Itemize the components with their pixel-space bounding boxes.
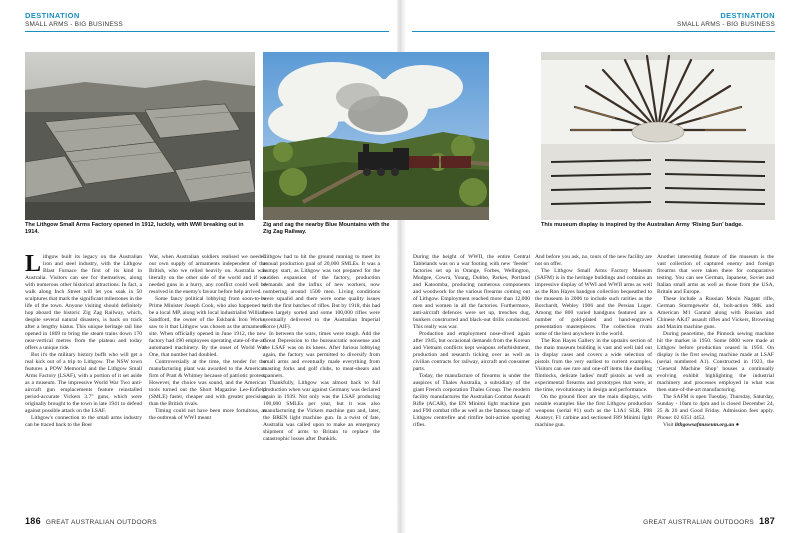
magazine-title: GREAT AUSTRALIAN OUTDOORS xyxy=(643,519,755,526)
section-label: DESTINATION xyxy=(720,11,775,20)
paragraph: Production and employment nose-dived again after 1945, but occasional demands from the Korean and Vietnam conflicts kept weapons refurbishment, production and research ticking over as well as civilian contracts for railway, aircraft and consumer parts. xyxy=(413,331,530,373)
paragraph: Some fancy political lobbying from soon-to-be Prime Minister Joseph Cook, who also happened to be a local MP, along with local industrialist William Sandford, the owner of the Eskbank Iron Works, saw to it that Lithgow was chosen as the armaments site. When officially opened in June 1912, the new factory had 190 employees operating state-of-the-art automated machinery. By the onset of World War One, that number had doubled. xyxy=(149,296,266,359)
railway-photo xyxy=(263,52,489,220)
photo-caption: This museum display is inspired by the Australian Army ‘Rising Sun’ badge. xyxy=(541,222,743,228)
paragraph: Today, the manufacture of firearms is under the auspices of Thales Australia, a subsidiary of the giant French corporation Thales Group. The modern facility manufactures the Australian Combat Assault Rifle (ACAR), the EN Minimi light machine gun and F90 combat rifle as well as the famous range of Lithgow centrefire and rimfire bolt-action sporting rifles. xyxy=(413,373,530,429)
paragraph: Thankfully, Lithgow was almost back to full production when war against Germany was declared again in 1939. Not only was the LSAF producing 100,000 SMLEs per year, but it was also manufacturing the Vickers machine gun and, later, the BREN light machine gun. In a twist of fate, Australia was called upon to make an emergency shipment of arms to Britain to replace the catastrophic losses after Dunkirk. xyxy=(263,380,380,443)
paragraph: Timing could not have been more fortuitous, as the outbreak of WWI meant xyxy=(149,408,266,422)
paragraph: On the ground floor are the main displays, with notable examples like the first Lithgow production weapons (serial #1) such as the L1A1 SLR, F88 Austeyr, F1 carbine and sectioned F89 Minimi light machine gun. xyxy=(535,394,652,429)
paragraph: But it's the military history buffs who will get a real kick out of a trip to Lithgow. The NSW town features a POW Memorial and the Lithgow Small Arms Factory (LSAF), with a portion of it set aside as a museum. The impressive World War Two anti-aircraft gun emplacements feature reinstalled period-accurate Vickers 3.7” guns, which were originally brought to the town in late 1941 to defend against possible attack on the LSAF. xyxy=(25,352,142,415)
paragraph: Lithgow had to hit the ground running to meet its annual production goal of 20,000 SMLEs. It was a bumpy start, as Lithgow was not prepared for the sudden expansion of the factory, production demands and the influx of new workers, now numbering around 1500 men. Living conditions were squalid and there were some quality issues with the first batches of rifles. But by 1918, this had been largely sorted and some 100,000 rifles were eventually delivered to the Australian Imperial Force (AIF). xyxy=(263,254,380,331)
paragraph: The SAFM is open Tuesday, Thursday, Saturday, Sunday - 10am to 4pm and is closed December 24, 25 & 26 and Good Friday. Admission fees apply. Phone: 02 6351 4452. xyxy=(657,394,774,422)
section-subtitle: SMALL ARMS - BIG BUSINESS xyxy=(677,21,775,28)
paragraph: Lithgow built its legacy on the Australian iron and steel industry, with the Lithgow Blast Furnace the first of its kind in Australia. Visitors can see for themselves, along with numerous other historical attractions. In fact, a walk along Inch Street will let you soak in 50 sculptures that mark the significant milestones in the life of the town. Anyone visiting should definitely hop aboard the historic Zig Zag Railway, which, despite several natural disasters, is back on track after a lengthy hiatus. This unique heritage rail line opened in 1869 to bring the steam trains down 170 near-vertical metres from the plateau and today offers a unique ride. xyxy=(25,254,142,352)
museum-website-link[interactable]: lithgowsafmuseum.org.au xyxy=(674,422,735,429)
text-column-1 xyxy=(25,254,142,504)
text-column-2 xyxy=(149,254,266,504)
paragraph: During peacetime, the Pinnock sewing machine hit the market in 1950. Some 6000 were made at Lithgow before production ceased in 1956. On display is the first sewing machine made at LSAF (serial numbered A1). Constructed in 1923, the ‘General Machine Shop’ houses a continually evolving exhibit highlighting the industrial machinery and processes employed in what was then state-of-the-art manufacturing. xyxy=(657,331,774,394)
section-label: DESTINATION xyxy=(25,11,80,20)
text-column-3 xyxy=(263,254,380,504)
paragraph: War, when Australian soldiers realised we needed our own supply of armaments independent of the British, who we relied heavily on. Australia was literally on the other side of the world and if we needed guns in a hurry, any conflict could well be resolved in the enemy's favour before help arrived. xyxy=(149,254,266,296)
paragraph: In between the wars, times were tough. Add the Great Depression to the bureaucratic nonsense and the LSAF was on its knees. After furious lobbying again, the factory was permitted to diversify from small arms and eventually made everything from toasting forks and golf clubs, to meat-shears and spanners. xyxy=(263,331,380,380)
paragraph: Controversially at the time, the tender for the manufacturing plant was awarded to the American firm of Pratt & Whitney because of patriotic protest. However, the choice was sound, and the American tools turned out the Short Magazine Lee-Enfield (SMLE) faster, cheaper and with greater precision than the British rivals. xyxy=(149,359,266,408)
magazine-title: GREAT AUSTRALIAN OUTDOORS xyxy=(45,519,157,526)
text-column-4 xyxy=(413,254,530,504)
footer-right xyxy=(643,516,775,526)
header-rule xyxy=(25,31,389,32)
page-number: 186 xyxy=(25,516,41,526)
paragraph: The Lithgow Small Arms Factory Museum (SAFM) is in the heritage buildings and contains an impressive display of WWI and WWII arms as well as the Ron Hayes handgun collection bequeathed to the museum in 2006 to include such rarities as the Borchardt, Webley 1906 and the Persian Luger. Among the 800 varied handguns featured are a number of gold-plated and hand-engraved presentation masterpieces. The collection rivals some of the best anywhere in the world. xyxy=(535,268,652,338)
text-column-5 xyxy=(535,254,652,504)
text-column-6 xyxy=(657,254,774,504)
museum-display-photo xyxy=(541,52,775,220)
header-right xyxy=(677,11,775,28)
paragraph: Visit lithgowsafmuseum.org.au ● xyxy=(663,422,740,429)
paragraph: The Ron Hayes Gallery in the upstairs section of the main museum building is vast and well laid out in display cases and covers a wide selection of pistols from the very earliest to current examples. Visitors can see rare and one-off items like duelling flintlocks, delicate ladies' muff pistols as well as experimental firearms and prototypes that were, at the time, revolutionary in design and performance. xyxy=(535,338,652,394)
factory-photo xyxy=(25,52,255,220)
section-subtitle: SMALL ARMS - BIG BUSINESS xyxy=(25,21,123,28)
paragraph: These include a Russian Mosin Nagant rifle, German Sturmgewehr 44, bolt-action 98K and American M1 Garand along with Russian and Chinese AK47 assault rifles and Vickers, Browning and Maxim machine guns. xyxy=(657,296,774,331)
footer-left xyxy=(25,516,157,526)
paragraph: And before you ask, no, tours of the new facility are not on offer. xyxy=(535,254,652,268)
paragraph: During the height of WWII, the entire Central Tablelands was on a war footing with new ‘feeder’ factories set up in Orange, Forbes, Wellington, Mudgee, Cowra, Young, Dubbo, Parkes, Portland and Katoomba, producing numerous components and woodwork for the various firearms coming out of Lithgow. Employment reached more than 12,000 men and women in all the factories. Furthermore, anti-aircraft defences were set up, trenches dug, bunkers constructed and black-out drills conducted. This really was war. xyxy=(413,254,530,331)
photo-caption: The Lithgow Small Arms Factory opened in 1912, luckily, with WWI breaking out in 1914. xyxy=(25,222,244,235)
photo-caption: Zig and zag the nearby Blue Mountains with the Zig Zag Railway. xyxy=(263,222,390,235)
drop-cap: L xyxy=(25,254,42,277)
paragraph: Another interesting feature of the museum is the vast collection of captured enemy and foreign firearms that were taken there for comparative testing. You can see German, Japanese, Soviet and Italian small arms as well as those from the USA, Britain and Europe. xyxy=(657,254,774,296)
paragraph: Lithgow's connection to the small arms industry can be traced back to the Boer xyxy=(25,415,142,429)
header-rule xyxy=(412,31,775,32)
header-left xyxy=(25,11,123,28)
page-number: 187 xyxy=(759,516,775,526)
end-mark-icon: ● xyxy=(735,422,740,429)
